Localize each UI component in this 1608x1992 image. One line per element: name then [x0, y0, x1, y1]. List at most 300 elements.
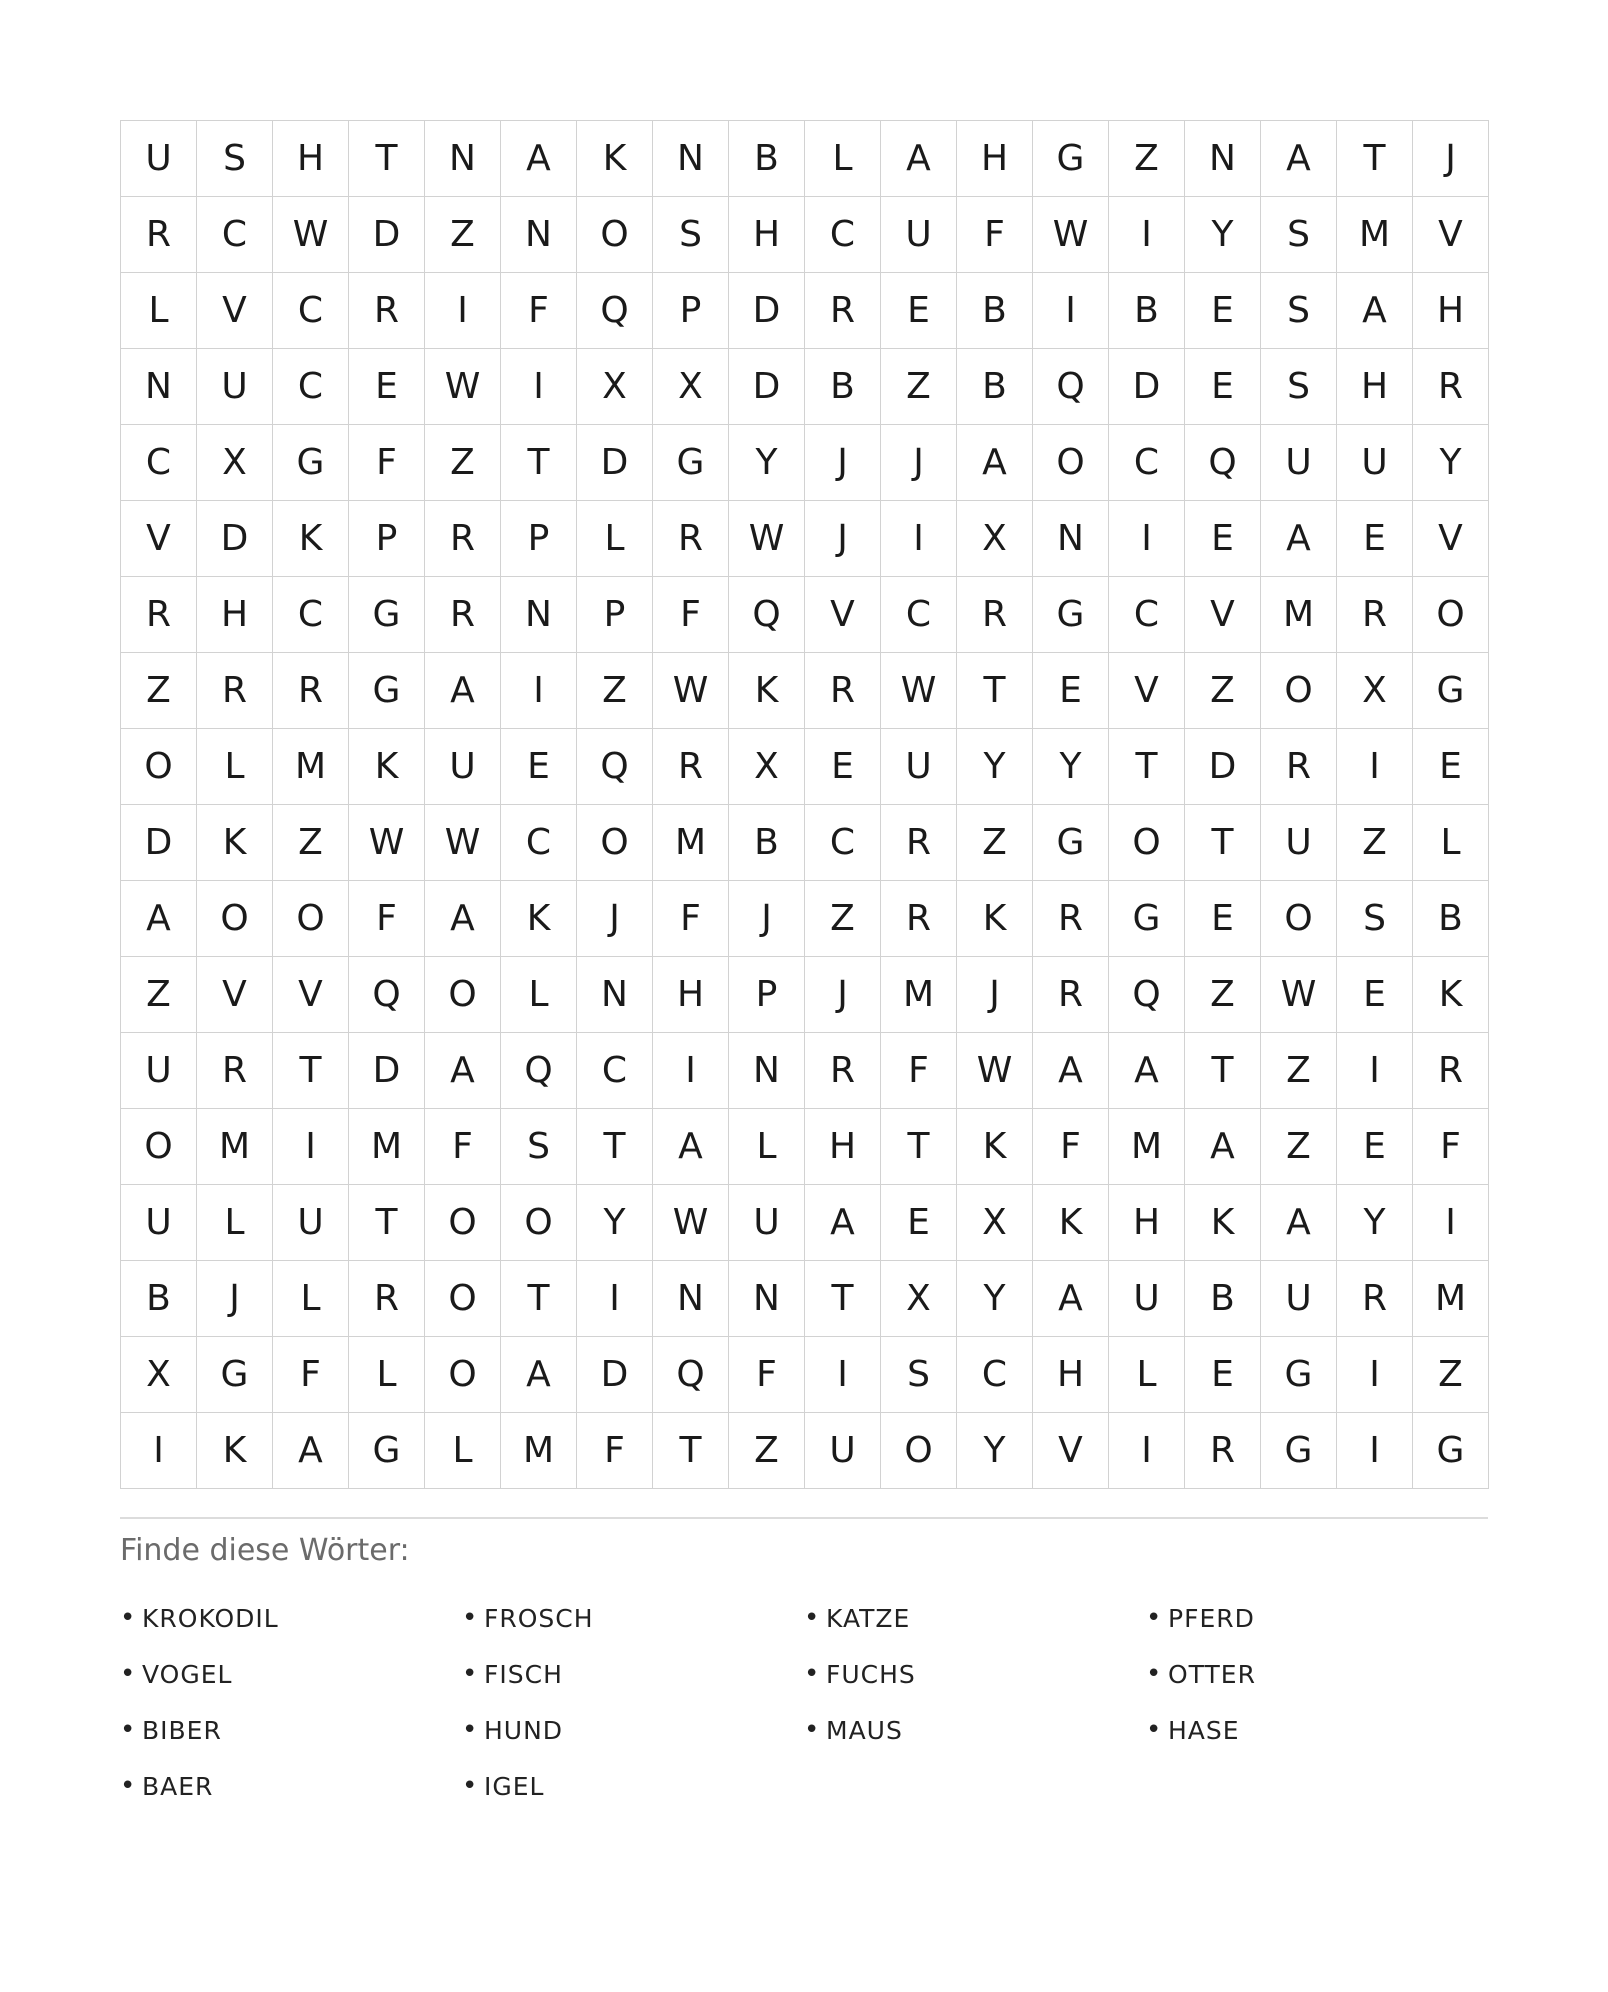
grid-cell[interactable]: P: [577, 577, 653, 653]
grid-cell[interactable]: I: [1337, 1413, 1413, 1489]
grid-cell[interactable]: Z: [1109, 121, 1185, 197]
grid-cell[interactable]: N: [501, 197, 577, 273]
grid-cell[interactable]: T: [349, 1185, 425, 1261]
grid-cell[interactable]: M: [349, 1109, 425, 1185]
grid-cell[interactable]: F: [957, 197, 1033, 273]
grid-cell[interactable]: A: [957, 425, 1033, 501]
grid-cell[interactable]: R: [805, 273, 881, 349]
grid-cell[interactable]: L: [121, 273, 197, 349]
grid-cell[interactable]: W: [653, 1185, 729, 1261]
grid-cell[interactable]: R: [197, 653, 273, 729]
grid-cell[interactable]: Z: [1261, 1033, 1337, 1109]
grid-cell[interactable]: R: [425, 501, 501, 577]
grid-cell[interactable]: G: [197, 1337, 273, 1413]
grid-cell[interactable]: R: [881, 805, 957, 881]
grid-cell[interactable]: R: [805, 653, 881, 729]
grid-cell[interactable]: X: [1337, 653, 1413, 729]
grid-cell[interactable]: B: [957, 349, 1033, 425]
grid-cell[interactable]: A: [501, 121, 577, 197]
grid-cell[interactable]: Q: [1185, 425, 1261, 501]
grid-cell[interactable]: S: [1261, 273, 1337, 349]
grid-cell[interactable]: T: [805, 1261, 881, 1337]
grid-cell[interactable]: Y: [957, 1413, 1033, 1489]
grid-cell[interactable]: F: [501, 273, 577, 349]
grid-cell[interactable]: E: [881, 1185, 957, 1261]
grid-cell[interactable]: T: [1337, 121, 1413, 197]
grid-cell[interactable]: D: [349, 1033, 425, 1109]
grid-cell[interactable]: Y: [1413, 425, 1489, 501]
grid-cell[interactable]: J: [577, 881, 653, 957]
grid-cell[interactable]: C: [273, 273, 349, 349]
grid-cell[interactable]: I: [1337, 729, 1413, 805]
grid-cell[interactable]: O: [425, 957, 501, 1033]
grid-cell[interactable]: T: [1185, 805, 1261, 881]
grid-cell[interactable]: O: [1109, 805, 1185, 881]
grid-cell[interactable]: O: [425, 1337, 501, 1413]
grid-cell[interactable]: N: [1185, 121, 1261, 197]
grid-cell[interactable]: O: [881, 1413, 957, 1489]
grid-cell[interactable]: U: [1337, 425, 1413, 501]
grid-cell[interactable]: N: [501, 577, 577, 653]
grid-cell[interactable]: H: [273, 121, 349, 197]
grid-cell[interactable]: Y: [1185, 197, 1261, 273]
grid-cell[interactable]: A: [1261, 121, 1337, 197]
grid-cell[interactable]: L: [425, 1413, 501, 1489]
grid-cell[interactable]: V: [197, 957, 273, 1033]
grid-cell[interactable]: P: [729, 957, 805, 1033]
grid-cell[interactable]: I: [1337, 1337, 1413, 1413]
grid-cell[interactable]: K: [1185, 1185, 1261, 1261]
grid-cell[interactable]: Y: [1337, 1185, 1413, 1261]
grid-cell[interactable]: U: [121, 1033, 197, 1109]
grid-cell[interactable]: Y: [1033, 729, 1109, 805]
grid-cell[interactable]: E: [1185, 273, 1261, 349]
grid-cell[interactable]: S: [501, 1109, 577, 1185]
grid-cell[interactable]: L: [197, 729, 273, 805]
grid-cell[interactable]: P: [501, 501, 577, 577]
grid-cell[interactable]: I: [501, 653, 577, 729]
grid-cell[interactable]: Z: [1185, 653, 1261, 729]
grid-cell[interactable]: T: [1109, 729, 1185, 805]
grid-cell[interactable]: C: [577, 1033, 653, 1109]
grid-cell[interactable]: V: [1033, 1413, 1109, 1489]
grid-cell[interactable]: K: [729, 653, 805, 729]
grid-cell[interactable]: F: [577, 1413, 653, 1489]
grid-cell[interactable]: D: [577, 425, 653, 501]
grid-cell[interactable]: F: [273, 1337, 349, 1413]
grid-cell[interactable]: H: [1413, 273, 1489, 349]
grid-cell[interactable]: R: [1337, 577, 1413, 653]
grid-cell[interactable]: E: [1185, 501, 1261, 577]
grid-cell[interactable]: Y: [577, 1185, 653, 1261]
grid-cell[interactable]: O: [425, 1185, 501, 1261]
grid-cell[interactable]: Z: [881, 349, 957, 425]
grid-cell[interactable]: A: [1109, 1033, 1185, 1109]
grid-cell[interactable]: Z: [1413, 1337, 1489, 1413]
grid-cell[interactable]: K: [957, 1109, 1033, 1185]
grid-cell[interactable]: F: [349, 881, 425, 957]
grid-cell[interactable]: L: [197, 1185, 273, 1261]
grid-cell[interactable]: E: [349, 349, 425, 425]
grid-cell[interactable]: W: [425, 349, 501, 425]
grid-cell[interactable]: F: [881, 1033, 957, 1109]
grid-cell[interactable]: R: [1033, 881, 1109, 957]
grid-cell[interactable]: L: [273, 1261, 349, 1337]
grid-cell[interactable]: S: [653, 197, 729, 273]
grid-cell[interactable]: A: [425, 881, 501, 957]
grid-cell[interactable]: R: [957, 577, 1033, 653]
grid-cell[interactable]: R: [1337, 1261, 1413, 1337]
grid-cell[interactable]: G: [1109, 881, 1185, 957]
grid-cell[interactable]: J: [729, 881, 805, 957]
grid-cell[interactable]: W: [425, 805, 501, 881]
grid-cell[interactable]: W: [1033, 197, 1109, 273]
grid-cell[interactable]: I: [577, 1261, 653, 1337]
grid-cell[interactable]: E: [1337, 501, 1413, 577]
grid-cell[interactable]: Z: [729, 1413, 805, 1489]
grid-cell[interactable]: O: [197, 881, 273, 957]
grid-cell[interactable]: P: [653, 273, 729, 349]
grid-cell[interactable]: B: [805, 349, 881, 425]
grid-cell[interactable]: O: [121, 729, 197, 805]
grid-cell[interactable]: H: [805, 1109, 881, 1185]
grid-cell[interactable]: M: [501, 1413, 577, 1489]
grid-cell[interactable]: A: [425, 1033, 501, 1109]
grid-cell[interactable]: Z: [1185, 957, 1261, 1033]
grid-cell[interactable]: S: [1337, 881, 1413, 957]
grid-cell[interactable]: I: [805, 1337, 881, 1413]
grid-cell[interactable]: R: [1185, 1413, 1261, 1489]
grid-cell[interactable]: N: [653, 1261, 729, 1337]
grid-cell[interactable]: L: [1413, 805, 1489, 881]
grid-cell[interactable]: Q: [577, 729, 653, 805]
grid-cell[interactable]: I: [1413, 1185, 1489, 1261]
grid-cell[interactable]: G: [1413, 1413, 1489, 1489]
grid-cell[interactable]: J: [805, 957, 881, 1033]
grid-cell[interactable]: Z: [121, 653, 197, 729]
grid-cell[interactable]: R: [121, 197, 197, 273]
grid-cell[interactable]: V: [273, 957, 349, 1033]
grid-cell[interactable]: C: [957, 1337, 1033, 1413]
grid-cell[interactable]: M: [1261, 577, 1337, 653]
grid-cell[interactable]: T: [881, 1109, 957, 1185]
grid-cell[interactable]: U: [121, 1185, 197, 1261]
grid-cell[interactable]: G: [1033, 577, 1109, 653]
grid-cell[interactable]: V: [197, 273, 273, 349]
grid-cell[interactable]: M: [1337, 197, 1413, 273]
grid-cell[interactable]: R: [273, 653, 349, 729]
grid-cell[interactable]: C: [273, 349, 349, 425]
grid-cell[interactable]: C: [501, 805, 577, 881]
grid-cell[interactable]: T: [1185, 1033, 1261, 1109]
grid-cell[interactable]: U: [729, 1185, 805, 1261]
grid-cell[interactable]: J: [805, 425, 881, 501]
grid-cell[interactable]: Y: [957, 729, 1033, 805]
grid-cell[interactable]: K: [501, 881, 577, 957]
grid-cell[interactable]: D: [577, 1337, 653, 1413]
grid-cell[interactable]: R: [121, 577, 197, 653]
grid-cell[interactable]: W: [1261, 957, 1337, 1033]
grid-cell[interactable]: K: [577, 121, 653, 197]
grid-cell[interactable]: K: [349, 729, 425, 805]
grid-cell[interactable]: V: [1185, 577, 1261, 653]
grid-cell[interactable]: N: [1033, 501, 1109, 577]
grid-cell[interactable]: X: [957, 1185, 1033, 1261]
grid-cell[interactable]: E: [1185, 881, 1261, 957]
grid-cell[interactable]: C: [121, 425, 197, 501]
grid-cell[interactable]: I: [653, 1033, 729, 1109]
grid-cell[interactable]: E: [1413, 729, 1489, 805]
grid-cell[interactable]: U: [881, 197, 957, 273]
grid-cell[interactable]: K: [1033, 1185, 1109, 1261]
grid-cell[interactable]: G: [349, 653, 425, 729]
grid-cell[interactable]: L: [1109, 1337, 1185, 1413]
grid-cell[interactable]: J: [957, 957, 1033, 1033]
grid-cell[interactable]: Q: [501, 1033, 577, 1109]
grid-cell[interactable]: E: [1337, 1109, 1413, 1185]
grid-cell[interactable]: K: [197, 1413, 273, 1489]
grid-cell[interactable]: A: [1261, 1185, 1337, 1261]
grid-cell[interactable]: O: [1033, 425, 1109, 501]
grid-cell[interactable]: H: [653, 957, 729, 1033]
grid-cell[interactable]: W: [729, 501, 805, 577]
grid-cell[interactable]: C: [881, 577, 957, 653]
grid-cell[interactable]: V: [121, 501, 197, 577]
grid-cell[interactable]: T: [653, 1413, 729, 1489]
grid-cell[interactable]: G: [1033, 805, 1109, 881]
grid-cell[interactable]: U: [1109, 1261, 1185, 1337]
grid-cell[interactable]: W: [349, 805, 425, 881]
grid-cell[interactable]: L: [577, 501, 653, 577]
grid-cell[interactable]: D: [349, 197, 425, 273]
grid-cell[interactable]: B: [121, 1261, 197, 1337]
grid-cell[interactable]: J: [881, 425, 957, 501]
grid-cell[interactable]: T: [273, 1033, 349, 1109]
grid-cell[interactable]: T: [501, 425, 577, 501]
grid-cell[interactable]: Z: [121, 957, 197, 1033]
grid-cell[interactable]: R: [197, 1033, 273, 1109]
grid-cell[interactable]: T: [957, 653, 1033, 729]
grid-cell[interactable]: O: [121, 1109, 197, 1185]
grid-cell[interactable]: K: [273, 501, 349, 577]
grid-cell[interactable]: O: [501, 1185, 577, 1261]
grid-cell[interactable]: C: [197, 197, 273, 273]
grid-cell[interactable]: A: [1337, 273, 1413, 349]
grid-cell[interactable]: U: [121, 121, 197, 197]
grid-cell[interactable]: J: [1413, 121, 1489, 197]
grid-cell[interactable]: U: [805, 1413, 881, 1489]
grid-cell[interactable]: F: [425, 1109, 501, 1185]
grid-cell[interactable]: J: [197, 1261, 273, 1337]
grid-cell[interactable]: F: [653, 881, 729, 957]
grid-cell[interactable]: D: [197, 501, 273, 577]
grid-cell[interactable]: M: [653, 805, 729, 881]
grid-cell[interactable]: I: [1337, 1033, 1413, 1109]
grid-cell[interactable]: Q: [653, 1337, 729, 1413]
grid-cell[interactable]: G: [349, 577, 425, 653]
grid-cell[interactable]: W: [273, 197, 349, 273]
grid-cell[interactable]: V: [1413, 197, 1489, 273]
grid-cell[interactable]: A: [1033, 1261, 1109, 1337]
grid-cell[interactable]: S: [1261, 197, 1337, 273]
grid-cell[interactable]: H: [729, 197, 805, 273]
grid-cell[interactable]: B: [729, 121, 805, 197]
grid-cell[interactable]: D: [1109, 349, 1185, 425]
grid-cell[interactable]: N: [121, 349, 197, 425]
grid-cell[interactable]: U: [197, 349, 273, 425]
grid-cell[interactable]: R: [805, 1033, 881, 1109]
grid-cell[interactable]: R: [653, 501, 729, 577]
grid-cell[interactable]: B: [1185, 1261, 1261, 1337]
grid-cell[interactable]: V: [805, 577, 881, 653]
grid-cell[interactable]: E: [501, 729, 577, 805]
grid-cell[interactable]: F: [349, 425, 425, 501]
grid-cell[interactable]: C: [1109, 577, 1185, 653]
grid-cell[interactable]: Z: [425, 197, 501, 273]
grid-cell[interactable]: I: [1109, 501, 1185, 577]
grid-cell[interactable]: A: [425, 653, 501, 729]
grid-cell[interactable]: K: [1413, 957, 1489, 1033]
grid-cell[interactable]: Z: [957, 805, 1033, 881]
grid-cell[interactable]: X: [197, 425, 273, 501]
grid-cell[interactable]: A: [805, 1185, 881, 1261]
grid-cell[interactable]: F: [729, 1337, 805, 1413]
grid-cell[interactable]: G: [1413, 653, 1489, 729]
grid-cell[interactable]: M: [1413, 1261, 1489, 1337]
grid-cell[interactable]: O: [577, 197, 653, 273]
grid-cell[interactable]: U: [1261, 805, 1337, 881]
grid-cell[interactable]: B: [1413, 881, 1489, 957]
grid-cell[interactable]: Y: [957, 1261, 1033, 1337]
grid-cell[interactable]: U: [1261, 1261, 1337, 1337]
grid-cell[interactable]: A: [1261, 501, 1337, 577]
grid-cell[interactable]: G: [273, 425, 349, 501]
grid-cell[interactable]: S: [881, 1337, 957, 1413]
grid-cell[interactable]: I: [273, 1109, 349, 1185]
grid-cell[interactable]: Z: [425, 425, 501, 501]
grid-cell[interactable]: R: [425, 577, 501, 653]
grid-cell[interactable]: T: [349, 121, 425, 197]
grid-cell[interactable]: X: [881, 1261, 957, 1337]
grid-cell[interactable]: O: [1413, 577, 1489, 653]
grid-cell[interactable]: A: [501, 1337, 577, 1413]
grid-cell[interactable]: Q: [729, 577, 805, 653]
grid-cell[interactable]: M: [273, 729, 349, 805]
grid-cell[interactable]: R: [881, 881, 957, 957]
grid-cell[interactable]: D: [121, 805, 197, 881]
grid-cell[interactable]: H: [957, 121, 1033, 197]
grid-cell[interactable]: L: [501, 957, 577, 1033]
grid-cell[interactable]: O: [273, 881, 349, 957]
grid-cell[interactable]: A: [881, 121, 957, 197]
grid-cell[interactable]: V: [1109, 653, 1185, 729]
grid-cell[interactable]: E: [1185, 1337, 1261, 1413]
grid-cell[interactable]: Z: [1337, 805, 1413, 881]
grid-cell[interactable]: N: [729, 1261, 805, 1337]
grid-cell[interactable]: B: [1109, 273, 1185, 349]
grid-cell[interactable]: A: [653, 1109, 729, 1185]
grid-cell[interactable]: X: [729, 729, 805, 805]
grid-cell[interactable]: T: [501, 1261, 577, 1337]
grid-cell[interactable]: U: [273, 1185, 349, 1261]
grid-cell[interactable]: R: [349, 273, 425, 349]
grid-cell[interactable]: W: [881, 653, 957, 729]
grid-cell[interactable]: Q: [1033, 349, 1109, 425]
grid-cell[interactable]: T: [577, 1109, 653, 1185]
grid-cell[interactable]: E: [1337, 957, 1413, 1033]
grid-cell[interactable]: Z: [577, 653, 653, 729]
grid-cell[interactable]: A: [273, 1413, 349, 1489]
grid-cell[interactable]: N: [653, 121, 729, 197]
grid-cell[interactable]: R: [653, 729, 729, 805]
grid-cell[interactable]: G: [1261, 1337, 1337, 1413]
grid-cell[interactable]: X: [653, 349, 729, 425]
grid-cell[interactable]: E: [881, 273, 957, 349]
grid-cell[interactable]: L: [805, 121, 881, 197]
grid-cell[interactable]: N: [577, 957, 653, 1033]
grid-cell[interactable]: J: [805, 501, 881, 577]
grid-cell[interactable]: F: [1413, 1109, 1489, 1185]
grid-cell[interactable]: W: [957, 1033, 1033, 1109]
grid-cell[interactable]: G: [1261, 1413, 1337, 1489]
grid-cell[interactable]: P: [349, 501, 425, 577]
grid-cell[interactable]: C: [805, 197, 881, 273]
grid-cell[interactable]: Q: [349, 957, 425, 1033]
grid-cell[interactable]: I: [425, 273, 501, 349]
grid-cell[interactable]: A: [1185, 1109, 1261, 1185]
grid-cell[interactable]: C: [805, 805, 881, 881]
grid-cell[interactable]: R: [1033, 957, 1109, 1033]
grid-cell[interactable]: M: [1109, 1109, 1185, 1185]
grid-cell[interactable]: I: [1109, 1413, 1185, 1489]
grid-cell[interactable]: L: [729, 1109, 805, 1185]
grid-cell[interactable]: S: [197, 121, 273, 197]
grid-cell[interactable]: K: [957, 881, 1033, 957]
grid-cell[interactable]: U: [425, 729, 501, 805]
grid-cell[interactable]: O: [1261, 881, 1337, 957]
grid-cell[interactable]: G: [1033, 121, 1109, 197]
grid-cell[interactable]: Z: [805, 881, 881, 957]
grid-cell[interactable]: O: [425, 1261, 501, 1337]
grid-cell[interactable]: X: [957, 501, 1033, 577]
grid-cell[interactable]: I: [121, 1413, 197, 1489]
grid-cell[interactable]: I: [501, 349, 577, 425]
grid-cell[interactable]: D: [729, 349, 805, 425]
grid-cell[interactable]: O: [1261, 653, 1337, 729]
grid-cell[interactable]: I: [881, 501, 957, 577]
grid-cell[interactable]: S: [1261, 349, 1337, 425]
grid-cell[interactable]: Z: [1261, 1109, 1337, 1185]
grid-cell[interactable]: D: [729, 273, 805, 349]
grid-cell[interactable]: I: [1109, 197, 1185, 273]
grid-cell[interactable]: E: [1033, 653, 1109, 729]
grid-cell[interactable]: C: [273, 577, 349, 653]
grid-cell[interactable]: Y: [729, 425, 805, 501]
grid-cell[interactable]: H: [197, 577, 273, 653]
grid-cell[interactable]: N: [729, 1033, 805, 1109]
grid-cell[interactable]: A: [121, 881, 197, 957]
grid-cell[interactable]: X: [121, 1337, 197, 1413]
grid-cell[interactable]: K: [197, 805, 273, 881]
grid-cell[interactable]: U: [1261, 425, 1337, 501]
grid-cell[interactable]: B: [957, 273, 1033, 349]
grid-cell[interactable]: W: [653, 653, 729, 729]
grid-cell[interactable]: G: [653, 425, 729, 501]
grid-cell[interactable]: Q: [1109, 957, 1185, 1033]
grid-cell[interactable]: D: [1185, 729, 1261, 805]
grid-cell[interactable]: M: [881, 957, 957, 1033]
grid-cell[interactable]: U: [881, 729, 957, 805]
